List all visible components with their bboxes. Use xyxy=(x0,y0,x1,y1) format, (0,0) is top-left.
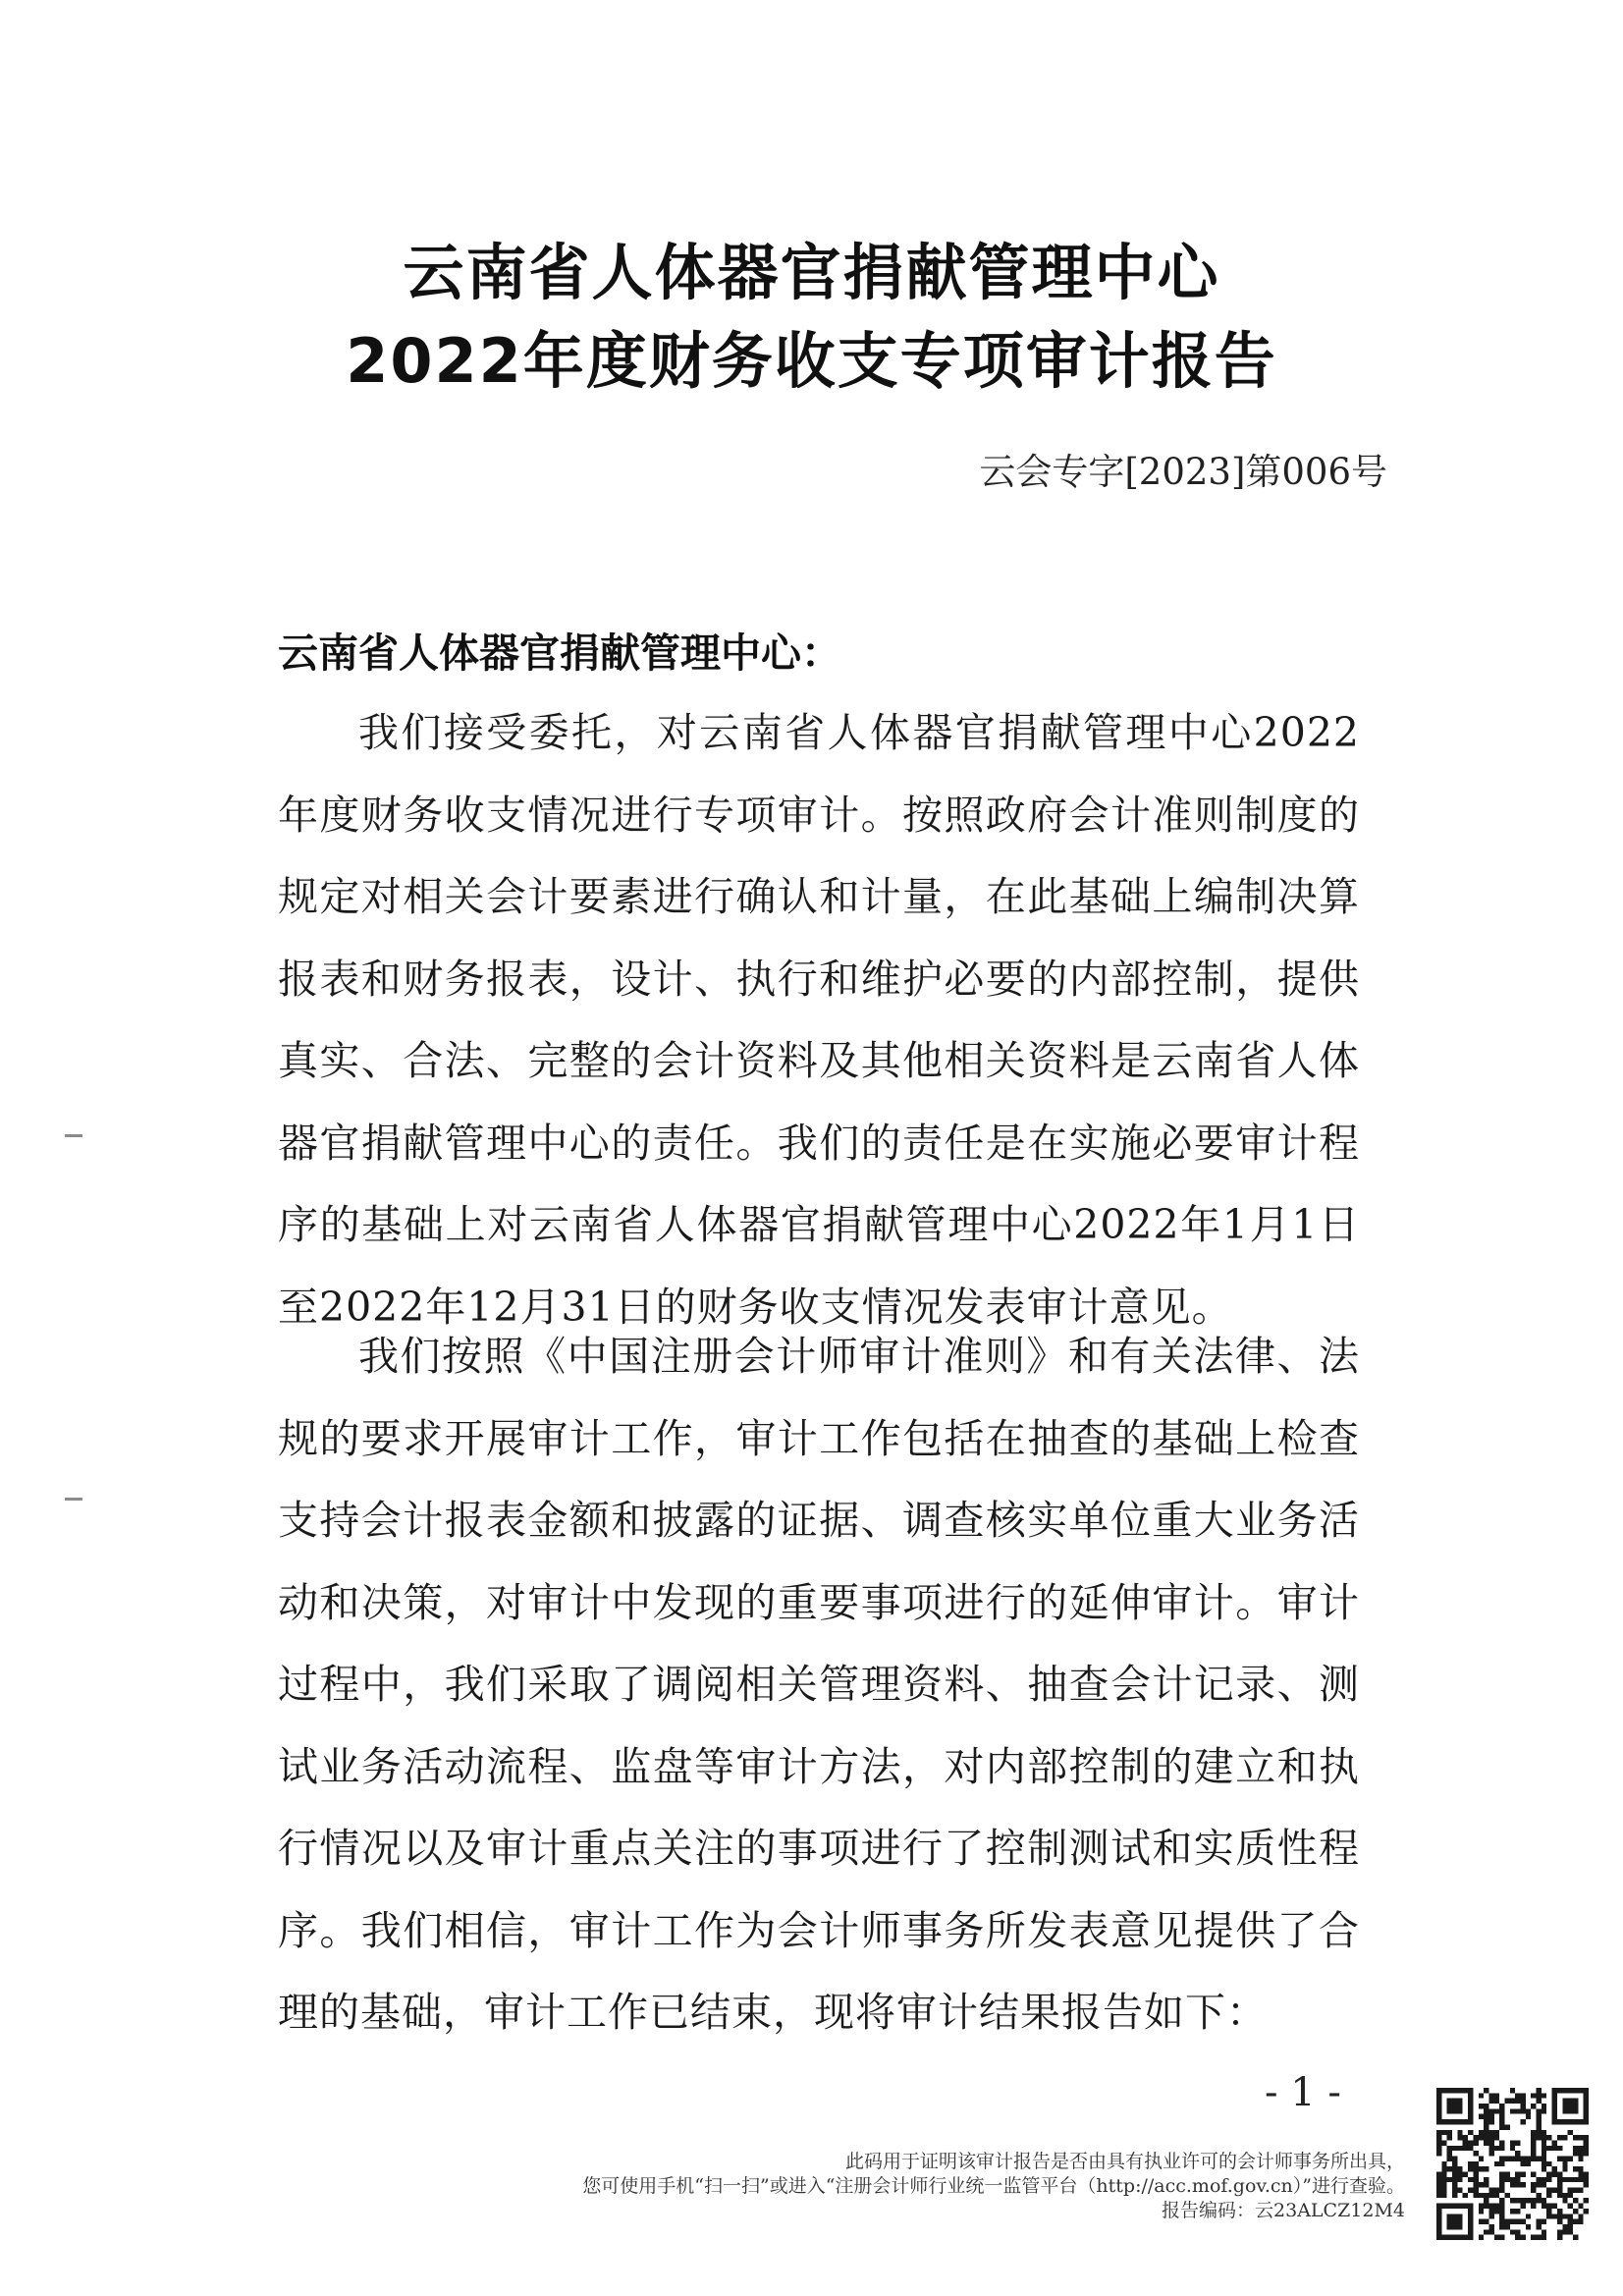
binding-mark xyxy=(65,1498,82,1501)
report-title-line1: 云南省人体器官捐献管理中心 xyxy=(403,237,1220,308)
verification-note-line1: 此码用于证明该审计报告是否由具有执业许可的会计师事务所出具， xyxy=(844,2151,1405,2172)
report-title-line2: 2022年度财务收支专项审计报告 xyxy=(346,325,1277,397)
binding-mark xyxy=(65,1134,82,1137)
addressee: 云南省人体器官捐献管理中心： xyxy=(278,629,841,677)
verification-note-line2: 您可使用手机“扫一扫”或进入“注册会计师行业统一监管平台（http://acc.mof.gov.cn）”进行查验。 xyxy=(582,2175,1405,2197)
paragraph-2: 我们按照《中国注册会计师审计准则》和有关法律、法规的要求开展审计工作，审计工作包括在抽查的基础上检查支持会计报表金额和披露的证据、调查核实单位重大业务活动和决策，对审计中发现的重要事项进行的延伸审计。审计过程中，我们采取了调阅相关管理资料、抽查会计记录、测试业务活动流程、监盘等审计方法，对内部控制的建立和执行情况以及审计重点关注的事项进行了控制测试和实质性程序。我们相信，审计工作为会计师事务所发表意见提供了合理的基础，审计工作已结束，现将审计结果报告如下： xyxy=(278,1333,1360,2036)
document-number: 云会专字[2023]第006号 xyxy=(979,451,1387,493)
page-number: - 1 - xyxy=(1265,2070,1341,2115)
report-code: 报告编码：云23ALCZ12M4 xyxy=(1162,2200,1405,2221)
paragraph-1: 我们接受委托，对云南省人体器官捐献管理中心2022年度财务收支情况进行专项审计。按照政府会计准则制度的规定对相关会计要素进行确认和计量，在此基础上编制决算报表和财务报表，设计、执行和维护必要的内部控制，提供真实、合法、完整的会计资料及其他相关资料是云南省人体器官捐献管理中心的责任。我们的责任是在实施必要审计程序的基础上对云南省人体器官捐献管理中心2022年1月1日至2022年12月31日的财务收支情况发表审计意见。 xyxy=(278,709,1360,1331)
qr-code-icon xyxy=(1436,2088,1589,2240)
